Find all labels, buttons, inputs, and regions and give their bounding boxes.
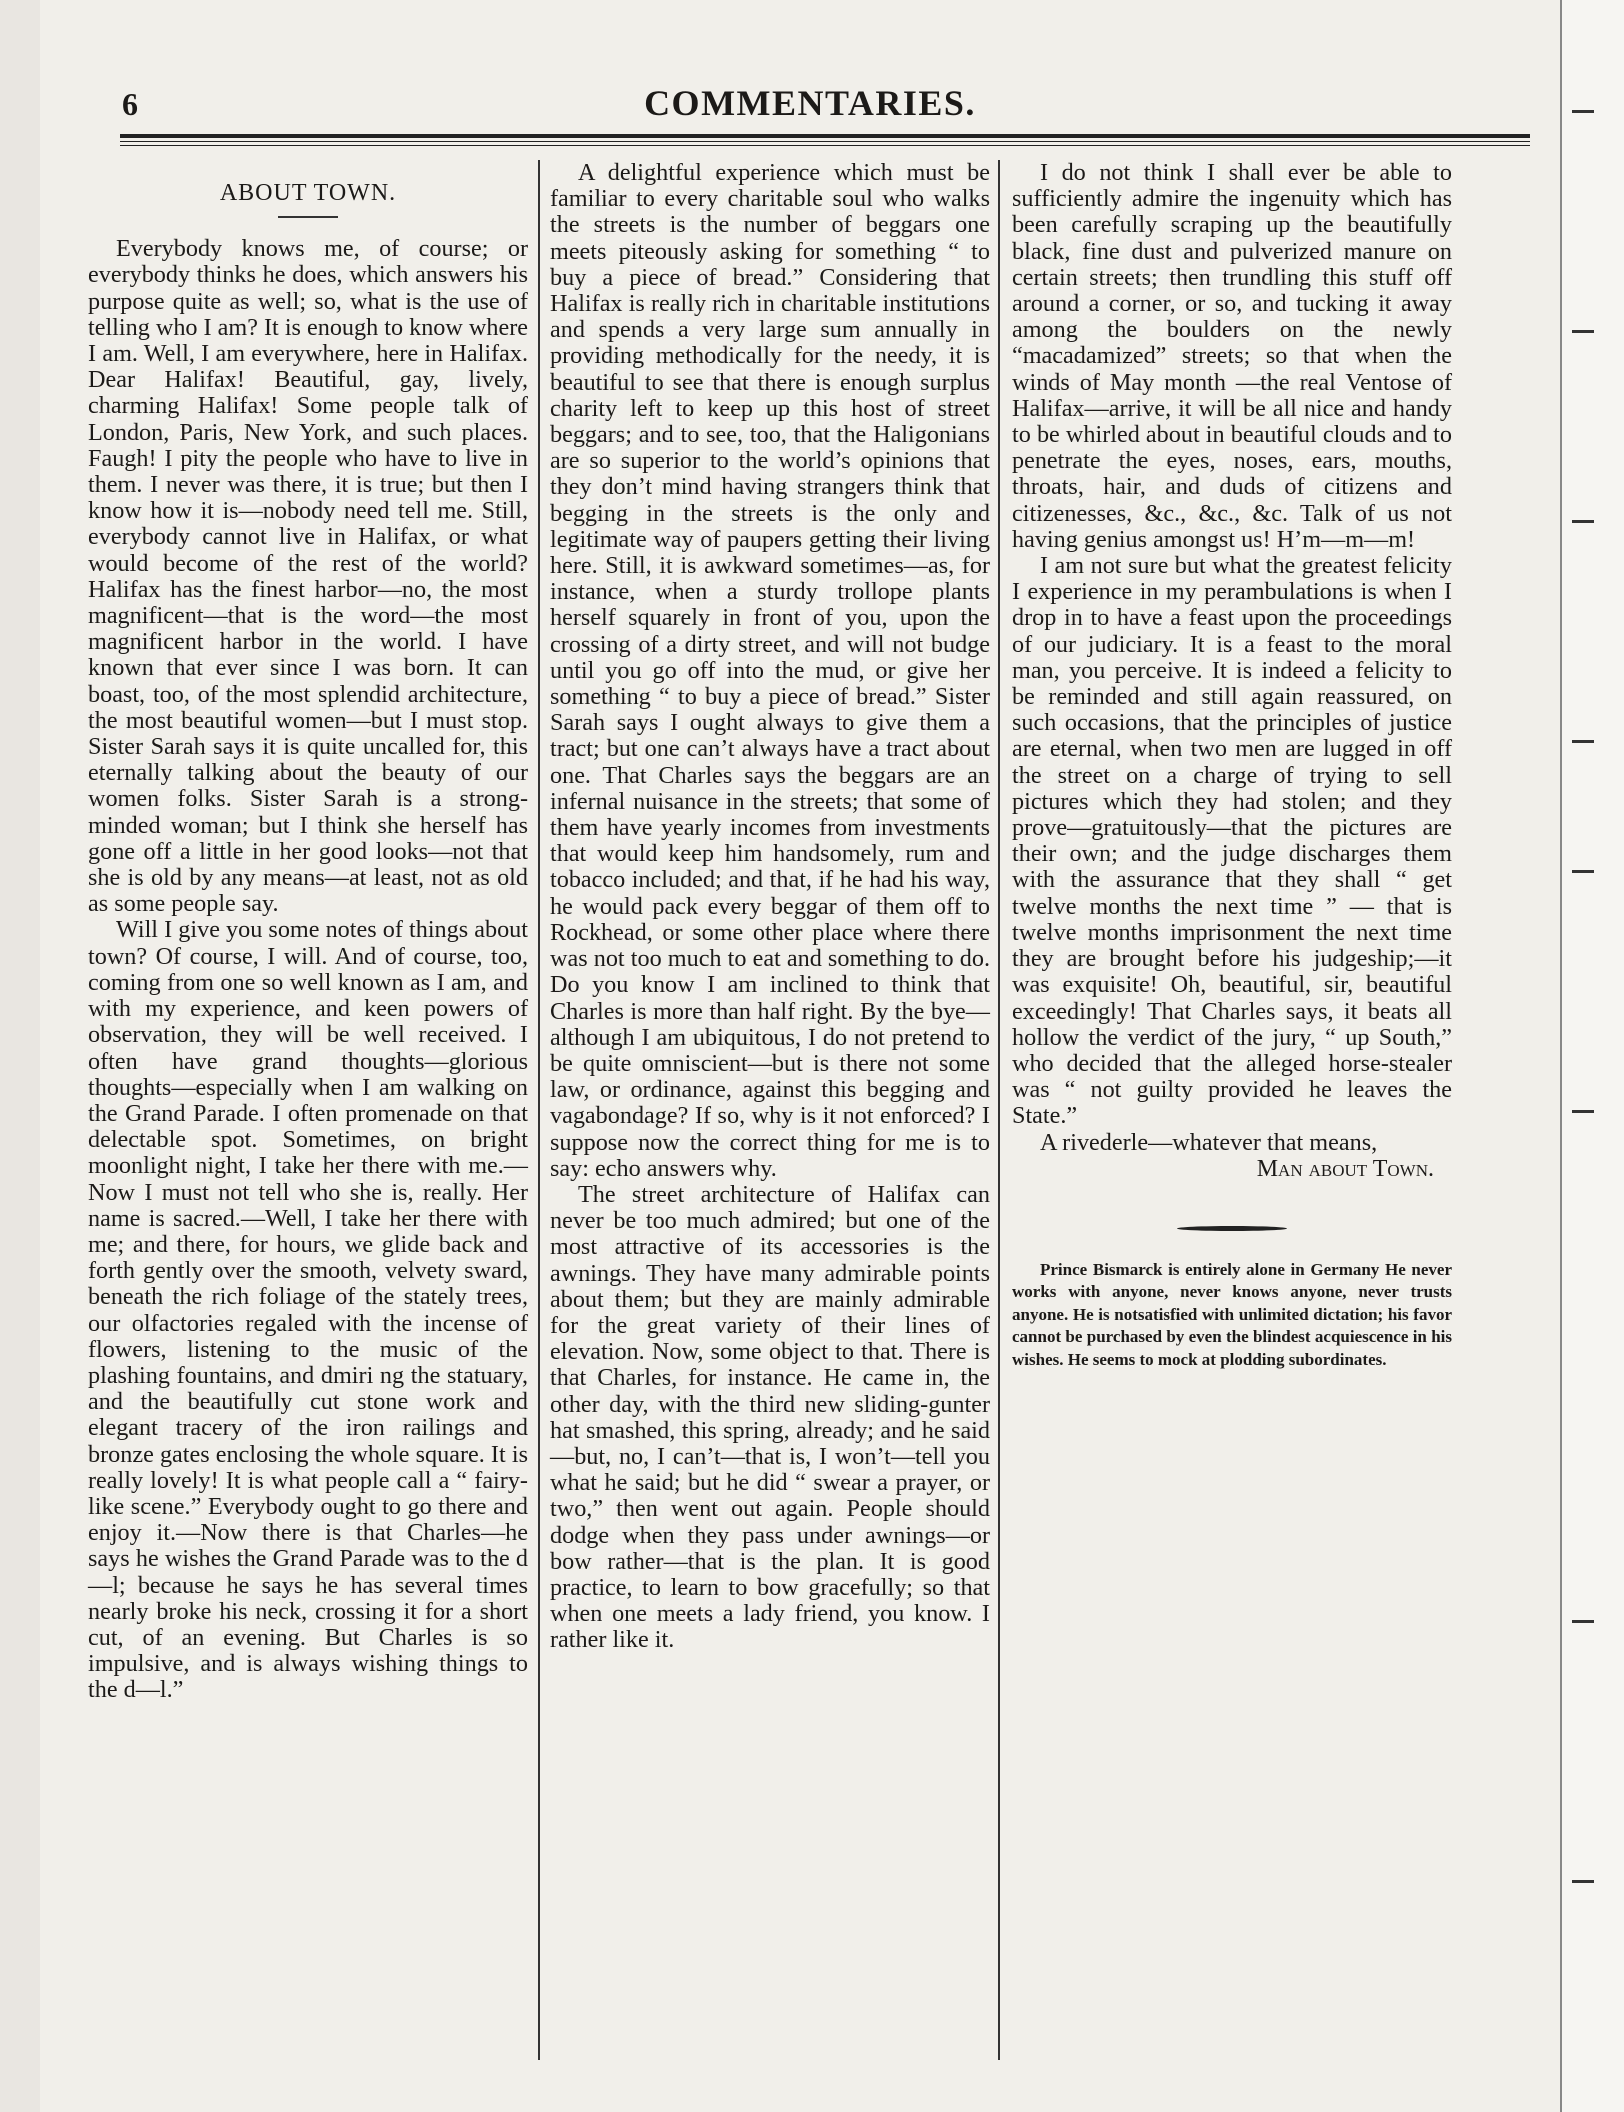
- article-paragraph: The street architecture of Halifax can never be too much admired; but one of the most attractive of its accessories is the awnings. They have many admirable points about them; but they are mainly admirable for the great variety of their lines of elevation. Now, some object to that. There is that Charles, for instance. He came in, the other day, with the third new sliding-gunter hat smashed, this spring, already; and he said—but, no, I can’t—that is, I won’t—tell you what he said; but he did “ swear a prayer, or two,” then went out again. People should dodge when they pass under awnings—or bow rather—that is the plan. It is good practice, to learn to bow gracefully; so that when one meets a lady friend, you know. I rather like it.: [550, 1180, 990, 1654]
- edge-mark: [1572, 110, 1594, 113]
- heading-rule: [278, 216, 338, 218]
- edge-mark: [1572, 330, 1594, 333]
- edge-mark: [1572, 870, 1594, 873]
- running-head-title: COMMENTARIES.: [644, 83, 976, 123]
- article-paragraph: Everybody knows me, of course; or everybody thinks he does, which answers his purpose quite as well; so, what is the use of telling who I am? It is enough to know where I am. Well, I am everywhere, here in Halifax. Dear Halifax! Beautiful, gay, lively, charming Halifax! Some people talk of London, Paris, New York, and such places. Faugh! I pity the people who have to live in them. I never was there, it is true; but then I know how it is—nobody need tell me. Still, everybody cannot live in Halifax, or what would become of the rest of the world? Halifax has the finest harbor—no, the most magnificent—that is the word—the most magnificent harbor in the world. I have known that ever since I was born. It can boast, too, of the most splendid architecture, the most beautiful women—but I must stop. Sister Sarah says it is quite uncalled for, this eternally talking about the beauty of our women folks. Sister Sarah is a strong-minded woman; but I think she herself has gone off a little in her good looks—not that she is old by any means—at least, not as old as some people say.: [88, 235, 528, 918]
- notice-paragraph: Prince Bismarck is entirely alone in Germany He never works with anyone, never knows anyone, never trusts anyone. He is notsatisfied with unlimited dictation; his favor cannot be purchased by even the blindest acquiescence in his wishes. He seems to mock at plodding subordinates.: [1012, 1259, 1452, 1369]
- page-number: 6: [122, 86, 138, 122]
- article-paragraph: A delightful experience which must be familiar to every charitable soul who walks the streets is the number of beggars one meets piteously asking for something “ to buy a piece of bread.” Considering that Halifax is really rich in charitable institutions and spends a very large sum annually in providing methodically for the needy, it is beautiful to see that there is enough surplus charity left to keep up this host of street beggars; and to see, too, that the Haligonians are so superior to the world’s opinions that they don’t mind having strangers think that begging in the streets is the only and legitimate way of paupers getting their living here. Still, it is awkward sometimes—as, for instance, when a sturdy trollope plants herself squarely in front of you, upon the crossing of a dirty street, and will not budge until you go off into the mud, or give her something “ to buy a piece of bread.” Sister Sarah says I ought always to give them a tract; but one can’t always have a tract about one. That Charles says the beggars are an infernal nuisance in the streets; that some of them have yearly incomes from investments that would keep him handsomely, rum and tobacco included; and that, if he had his way, he would pack every beggar of them off to Rockhead, or some other place where there was not too much to eat and something to do. Do you know I am inclined to think that Charles is more than half right. By the bye—although I am ubiquitous, I do not pretend to be quite omniscient—but is there not some law, or ordinance, against this begging and vagabondage? If so, why is it not enforced? I suppose now the correct thing for me is to say: echo answers why.: [550, 159, 990, 1182]
- column-3: [1012, 160, 1452, 1371]
- article-paragraph: I do not think I shall ever be able to sufficiently admire the ingenuity which has been carefully scraping up the beautifully black, fine dust and pulverized manure on certain streets; then trundling this stuff off around a corner, or so, and tucking it away among the boulders on the newly “macadamized” streets; so that when the winds of May month —the real Ventose of Halifax—arrive, it will be all nice and handy to be whirled about in beautiful clouds and to penetrate the eyes, noses, ears, mouths, throats, hair, and duds of citizens and citizenesses, &c., &c., &c. Talk of us not having genius amongst us! H’m—m—m!: [1012, 159, 1452, 553]
- edge-mark: [1572, 1880, 1594, 1883]
- column-divider: [998, 160, 1000, 2060]
- article-paragraph: Will I give you some notes of things about town? Of course, I will. And of course, too, coming from one so well known as I am, and with my experience, and keen powers of observation, they will be well received. I often have grand thoughts—glorious thoughts—especially when I am walking on the Grand Parade. I often promenade on that delectable spot. Sometimes, on bright moonlight night, I take her there with me.—Now I must not tell who she is, really. Her name is sacred.—Well, I take her there with me; and there, for hours, we glide back and forth gently over the smooth, velvety sward, beneath the rich foliage of the stately trees, our olfactories regaled with the incense of flowers, listening to the music of the plashing fountains, and dmiri ng the statuary, and the beautifully cut stone work and elegant tracery of the iron railings and bronze gates enclosing the whole square. It is really lovely! It is what people call a “ fairy-like scene.” Everybody ought to go there and enjoy it.—Now there is that Charles—he says he wishes the Grand Parade was to the d—l; because he says he has several times nearly broke his neck, crossing it for a short cut, of an evening. But Charles is so impulsive, and is always wishing things to the d—l.”: [88, 916, 528, 1704]
- closing-line: A rivederle—whatever that means,: [1040, 1128, 1378, 1156]
- header-rule-thick: [120, 134, 1530, 138]
- signature: Man about Town.: [1256, 1155, 1434, 1182]
- article-heading: ABOUT TOWN.: [219, 180, 397, 206]
- edge-mark: [1572, 1110, 1594, 1113]
- edge-mark: [1572, 520, 1594, 523]
- column-divider: [538, 160, 540, 2060]
- article-paragraph: I am not sure but what the greatest felicity I experience in my perambulations is when I drop in to have a feast upon the proceedings of our judiciary. It is a feast to the moral man, you perceive. It is indeed a felicity to be reminded and still again reassured, on such occasions, that the principles of justice are eternal, when two men are lugged in off the street on a charge of trying to sell pictures which they had stolen; and they prove—gratuitously—that the pictures are their own; and the judge discharges them with the assurance that they shall “ get twelve months the next time ” — that is twelve months imprisonment the next time they are brought before his judgeship;—it was exquisite! Oh, beautiful, sir, beautiful exceedingly! That Charles says, it beats all hollow the verdict of the jury, “ up South,” who decided that the alleged horse-stealer was “ not guilty provided he leaves the State.”: [1012, 552, 1452, 1130]
- newspaper-page: [40, 0, 1560, 2112]
- column-2: [550, 160, 990, 1654]
- adjacent-page-edge: [1560, 0, 1624, 2112]
- header-rule-thin: [120, 141, 1530, 142]
- column-1: [88, 160, 528, 1704]
- header-rule-thin-2: [120, 145, 1530, 146]
- end-ornament-rule: [1177, 1226, 1287, 1231]
- edge-mark: [1572, 1620, 1594, 1623]
- edge-mark: [1572, 740, 1594, 743]
